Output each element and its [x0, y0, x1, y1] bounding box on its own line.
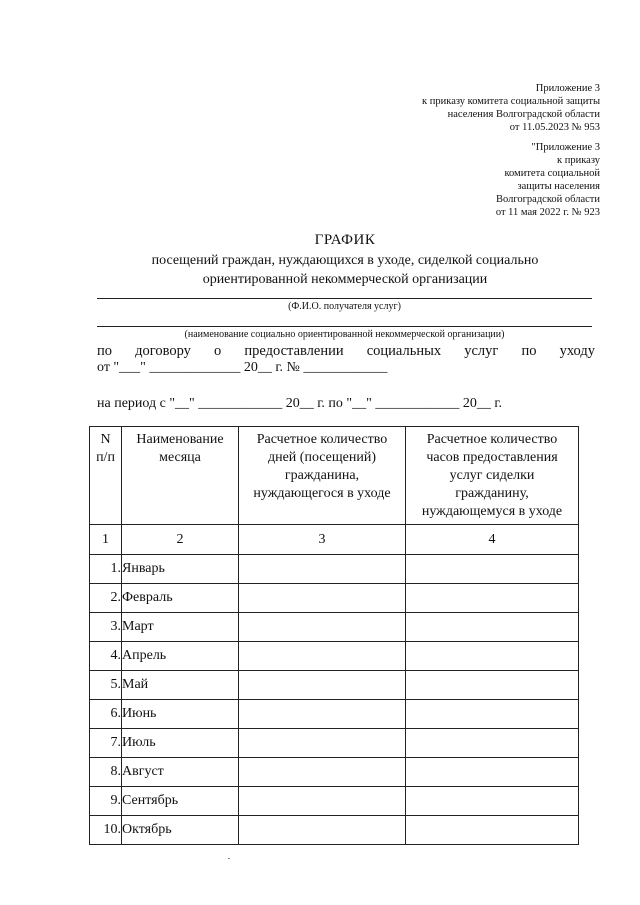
table-row [90, 700, 579, 729]
annex-original-line: защиты населения [517, 181, 600, 192]
contract-word: по [97, 343, 113, 359]
subtitle-line: посещений граждан, нуждающихся в уходе, сиделкой социально [151, 253, 539, 268]
contract-word: по [521, 343, 537, 359]
table-row [90, 613, 579, 642]
contract-word: о [214, 343, 222, 359]
annex-original-line: комитета социальной [504, 168, 600, 179]
annex-original-line: к приказу [557, 155, 600, 166]
annex-current-line: от 11.05.2023 № 953 [509, 122, 600, 133]
column-number: 3 [239, 525, 406, 555]
days-cell [239, 787, 406, 816]
days-cell [239, 671, 406, 700]
recipient-name-blank [97, 298, 592, 299]
hours-cell [406, 613, 579, 642]
contract-word: договору [135, 343, 191, 359]
document-subtitle [95, 251, 595, 289]
table-row [90, 729, 579, 758]
annex-current-line: к приказу комитета социальной защиты [422, 96, 600, 107]
annex-original-line: Волгоградской области [495, 194, 600, 205]
row-number: 9. [90, 787, 122, 816]
hours-cell [406, 816, 579, 845]
period-line: на период с "__" ____________ 20__ г. по "__" ____________ 20__ г. [97, 396, 503, 411]
column-number-row [90, 525, 579, 555]
month-name: Октябрь [122, 816, 239, 845]
contract-line [97, 343, 595, 360]
row-number: 5. [90, 671, 122, 700]
row-number: 4. [90, 642, 122, 671]
table-row [90, 787, 579, 816]
days-cell [239, 555, 406, 584]
hours-cell [406, 584, 579, 613]
table-row [90, 671, 579, 700]
organization-name-blank [97, 326, 592, 327]
hours-cell [406, 787, 579, 816]
month-name: Сентябрь [122, 787, 239, 816]
annex-current-header [422, 82, 600, 134]
contract-date-number: от "___" _____________ 20__ г. № ____________ [97, 360, 388, 375]
month-name: Январь [122, 555, 239, 584]
contract-word: социальных [366, 343, 442, 359]
days-cell [239, 816, 406, 845]
organization-caption: (наименование социально ориентированной некоммерческой организации) [184, 329, 505, 340]
recipient-caption: (Ф.И.О. получателя услуг) [288, 301, 401, 312]
table-row [90, 584, 579, 613]
hours-cell [406, 700, 579, 729]
header-hours: Расчетное количество часов предоставления услуг сиделки гражданину, нуждающемуся в уходе [406, 427, 579, 525]
hours-cell [406, 758, 579, 787]
column-number: 4 [406, 525, 579, 555]
month-name: Февраль [122, 584, 239, 613]
contract-word: уходу [559, 343, 595, 359]
contract-word: услуг [464, 343, 499, 359]
hours-cell [406, 555, 579, 584]
table-row [90, 555, 579, 584]
days-cell [239, 758, 406, 787]
month-name: Март [122, 613, 239, 642]
annex-original-line: от 11 мая 2022 г. № 923 [495, 207, 600, 218]
month-name: Май [122, 671, 239, 700]
row-number: 10. [90, 816, 122, 845]
month-name: Апрель [122, 642, 239, 671]
row-number: 6. [90, 700, 122, 729]
row-number: 3. [90, 613, 122, 642]
column-number: 1 [90, 525, 122, 555]
hours-cell [406, 729, 579, 758]
subtitle-line: ориентированной некоммерческой организации [202, 272, 488, 287]
month-name: Август [122, 758, 239, 787]
month-name: Июль [122, 729, 239, 758]
row-number: 7. [90, 729, 122, 758]
header-number: N п/п [90, 427, 122, 525]
hours-cell [406, 671, 579, 700]
row-number: 1. [90, 555, 122, 584]
row-number: 8. [90, 758, 122, 787]
column-number: 2 [122, 525, 239, 555]
scan-speck [228, 858, 230, 859]
month-name: Июнь [122, 700, 239, 729]
document-title: ГРАФИК [314, 232, 376, 248]
table-row [90, 642, 579, 671]
contract-word: предоставлении [244, 343, 344, 359]
table-row [90, 816, 579, 845]
annex-current-line: населения Волгоградской области [447, 109, 600, 120]
annex-current-line: Приложение 3 [535, 83, 600, 94]
hours-cell [406, 642, 579, 671]
table-header-row [90, 427, 579, 525]
annex-original-header [496, 141, 600, 219]
header-month: Наименование месяца [122, 427, 239, 525]
annex-original-line: "Приложение 3 [531, 142, 600, 153]
row-number: 2. [90, 584, 122, 613]
schedule-table [89, 426, 579, 845]
days-cell [239, 729, 406, 758]
days-cell [239, 642, 406, 671]
days-cell [239, 700, 406, 729]
table-row [90, 758, 579, 787]
days-cell [239, 584, 406, 613]
header-days: Расчетное количество дней (посещений) гражданина, нуждающегося в уходе [239, 427, 406, 525]
days-cell [239, 613, 406, 642]
